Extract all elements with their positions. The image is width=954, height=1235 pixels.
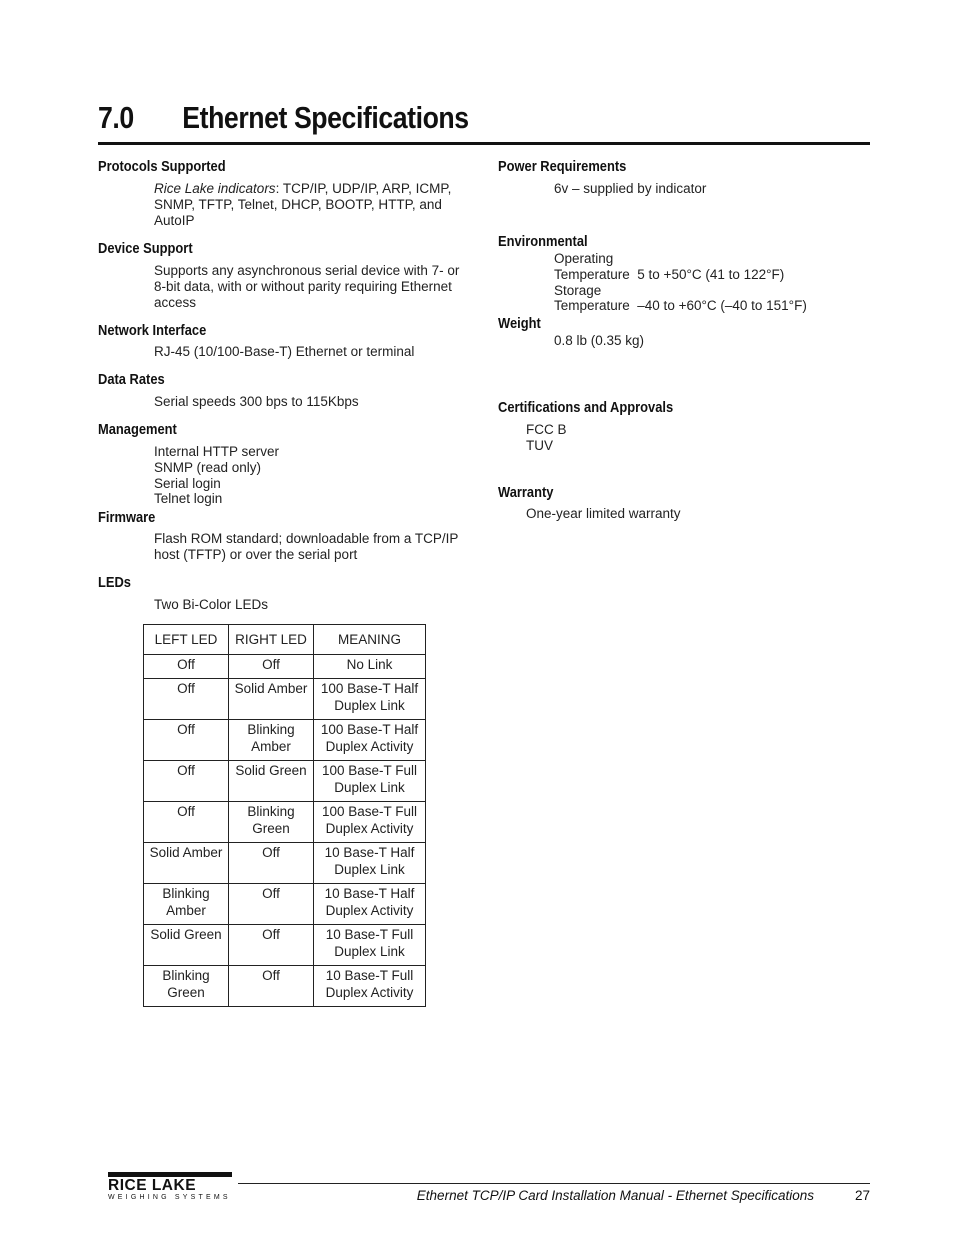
rice-lake-logo [108, 1172, 234, 1206]
network-heading: Network Interface [98, 322, 207, 339]
device-heading: Device Support [98, 240, 193, 257]
environmental-line: Temperature –40 to +60°C (–40 to 151°F) [554, 298, 807, 314]
page-number: 27 [855, 1188, 871, 1203]
environmental-line: Storage [554, 282, 602, 298]
heading-rule [98, 142, 870, 145]
section-leds [98, 574, 470, 613]
certifications-heading: Certifications and Approvals [498, 399, 674, 416]
firmware-text: Flash ROM standard; downloadable from a TCP/IP host (TFTP) or over the serial port [154, 531, 459, 562]
led-table-header [144, 625, 426, 655]
environmental-line: Operating [554, 251, 614, 266]
chapter-heading [98, 100, 469, 136]
col-meaning: MEANING [314, 625, 426, 655]
right-led-cell: Blinking Amber [229, 720, 314, 761]
meaning-cell: 100 Base-T Full Duplex Link [314, 761, 426, 802]
environmental-line: Temperature 5 to +50°C (41 to 122°F) [554, 266, 785, 282]
leds-text: Two Bi-Color LEDs [154, 597, 269, 612]
certification-line: FCC B [526, 422, 567, 437]
left-led-cell: Off [144, 679, 229, 720]
right-led-cell: Blinking Green [229, 802, 314, 843]
leds-heading: LEDs [98, 574, 131, 591]
device-text: Supports any asynchronous serial device with 7- or 8-bit data, with or without parity requiring Ethernet access [154, 263, 460, 310]
table-row [144, 720, 426, 761]
col-right-led: RIGHT LED [229, 625, 314, 655]
logo-wordmark: RICE LAKE [108, 1177, 197, 1194]
section-warranty [498, 484, 870, 522]
protocols-body [154, 181, 470, 228]
section-management [98, 421, 470, 507]
section-device-support [98, 240, 470, 310]
right-led-cell: Off [229, 884, 314, 925]
power-heading: Power Requirements [498, 158, 627, 175]
power-text: 6v – supplied by indicator [554, 181, 707, 196]
left-led-cell: Off [144, 761, 229, 802]
management-line: Internal HTTP server [154, 444, 280, 459]
certification-line: TUV [526, 437, 553, 453]
environmental-list [554, 251, 870, 314]
section-data-rates [98, 371, 470, 410]
table-row [144, 655, 426, 679]
meaning-cell: No Link [314, 655, 426, 679]
network-text: RJ-45 (10/100-Base-T) Ethernet or terminal [154, 344, 415, 359]
left-led-cell: Off [144, 720, 229, 761]
weight-heading: Weight [498, 315, 541, 332]
right-led-cell: Off [229, 655, 314, 679]
datarates-text: Serial speeds 300 bps to 115Kbps [154, 394, 359, 409]
left-led-cell: Blinking Green [144, 966, 229, 1007]
table-row [144, 884, 426, 925]
table-row [144, 843, 426, 884]
logo-subtitle: WEIGHING SYSTEMS [108, 1194, 231, 1201]
left-led-cell: Off [144, 802, 229, 843]
right-led-cell: Off [229, 925, 314, 966]
left-led-cell: Solid Green [144, 925, 229, 966]
section-certifications [498, 399, 870, 454]
firmware-heading: Firmware [98, 509, 156, 526]
management-heading: Management [98, 421, 177, 438]
meaning-cell: 10 Base-T Full Duplex Activity [314, 966, 426, 1007]
meaning-cell: 10 Base-T Half Duplex Link [314, 843, 426, 884]
protocols-italic: Rice Lake indicators [154, 181, 276, 196]
meaning-cell: 10 Base-T Half Duplex Activity [314, 884, 426, 925]
protocols-heading: Protocols Supported [98, 158, 226, 175]
led-table [143, 624, 426, 1007]
section-power [498, 158, 870, 197]
left-led-cell: Off [144, 655, 229, 679]
left-led-cell: Blinking Amber [144, 884, 229, 925]
right-led-cell: Off [229, 843, 314, 884]
datarates-heading: Data Rates [98, 371, 165, 388]
section-environmental [498, 233, 870, 314]
right-led-cell: Solid Amber [229, 679, 314, 720]
protocols-text: : TCP/IP, UDP/IP, ARP, ICMP, SNMP, TFTP, Telnet, DHCP, BOOTP, HTTP, and AutoIP [154, 181, 452, 228]
section-protocols [98, 158, 470, 228]
footer-title: Ethernet TCP/IP Card Installation Manual - Ethernet Specifications [416, 1188, 814, 1203]
environmental-heading: Environmental [498, 233, 588, 250]
meaning-cell: 100 Base-T Half Duplex Activity [314, 720, 426, 761]
left-led-cell: Solid Amber [144, 843, 229, 884]
right-led-cell: Off [229, 966, 314, 1007]
management-line: Serial login [154, 475, 221, 491]
weight-text: 0.8 lb (0.35 kg) [554, 333, 645, 348]
management-list [154, 444, 470, 507]
table-row [144, 761, 426, 802]
meaning-cell: 100 Base-T Full Duplex Activity [314, 802, 426, 843]
section-network-interface [98, 322, 470, 360]
table-row [144, 966, 426, 1007]
right-led-cell: Solid Green [229, 761, 314, 802]
col-left-led: LEFT LED [144, 625, 229, 655]
certifications-list [526, 422, 870, 454]
table-row [144, 925, 426, 966]
chapter-number: 7.0 [98, 100, 134, 135]
table-row [144, 679, 426, 720]
section-weight [498, 315, 870, 349]
section-firmware [98, 509, 470, 563]
management-line: Telnet login [154, 491, 223, 507]
meaning-cell: 100 Base-T Half Duplex Link [314, 679, 426, 720]
table-row [144, 802, 426, 843]
management-line: SNMP (read only) [154, 459, 262, 475]
warranty-heading: Warranty [498, 484, 554, 501]
warranty-text: One-year limited warranty [526, 506, 681, 521]
chapter-title: Ethernet Specifications [182, 100, 469, 135]
meaning-cell: 10 Base-T Full Duplex Link [314, 925, 426, 966]
footer-rule [238, 1183, 870, 1184]
